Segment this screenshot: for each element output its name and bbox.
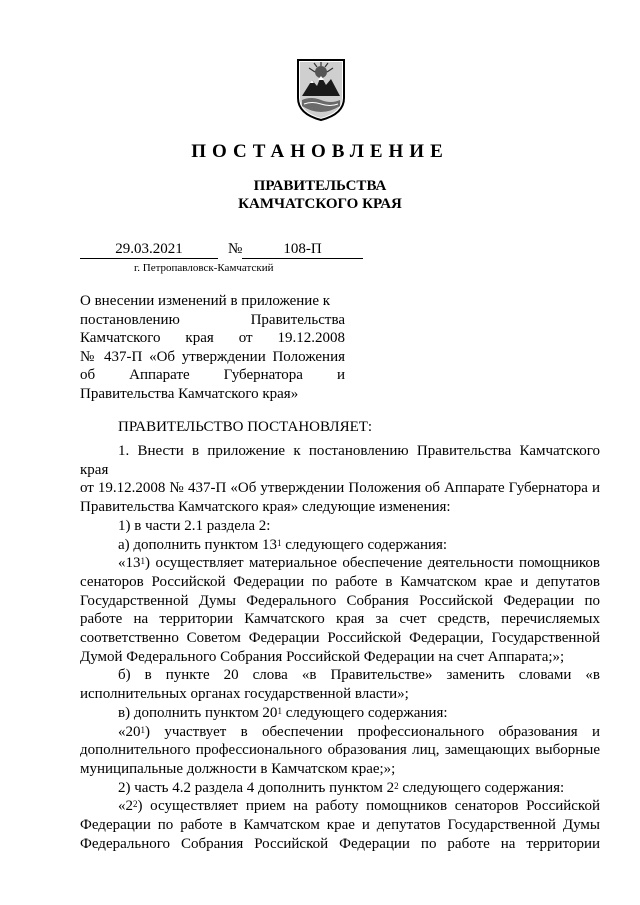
issue-place: г. Петропавловск-Камчатский xyxy=(134,262,274,274)
issuer-line-1: ПРАВИТЕЛЬСТВА xyxy=(253,178,387,194)
subject-line: постановлению Правительства xyxy=(80,311,345,328)
document-date: 29.03.2021 xyxy=(80,241,218,259)
body-line: работе на территории Камчатского края за счет средств, перечисляемых xyxy=(80,611,600,628)
body-line: а) дополнить пунктом $13^1$ следующего содержания: xyxy=(118,536,448,553)
body-line: Думой Федерального Собрания Российской Федерации на счет Аппарата;»; xyxy=(80,648,565,665)
body-line: исполнительных органах государственной власти»; xyxy=(80,686,409,703)
body-line: от 19.12.2008 № 437-П «Об утверждении Положения об Аппарате Губернатора и xyxy=(80,480,600,497)
number-sign: № xyxy=(228,241,243,257)
body-line: сенаторов Российской Федерации по работе в Камчатском крае и депутатов xyxy=(80,573,600,590)
body-line: Правительства Камчатского края» следующие изменения: xyxy=(80,499,451,516)
body-line: соответственно Советом Федерации Российской Федерации, Государственной xyxy=(80,630,600,647)
body-line: б) в пункте 20 слова «в Правительстве» заменить словами «в xyxy=(118,667,600,684)
subject-line: об Аппарате Губернатора и xyxy=(80,367,345,384)
document-body xyxy=(80,442,600,853)
body-line: Федерального Собрания Российской Федерации по работе на территории xyxy=(80,835,600,852)
issuer-line-2: КАМЧАТСКОГО КРАЯ xyxy=(238,196,402,212)
document-subject xyxy=(80,292,345,404)
body-line: в) дополнить пунктом $20^1$ следующего содержания: xyxy=(118,704,448,721)
body-line: Федерации по работе в Камчатском крае и депутатов Государственной Думы xyxy=(80,817,600,834)
subject-line: О внесении изменений в приложение к xyxy=(80,293,331,309)
document-type-title: ПОСТАНОВЛЕНИЕ xyxy=(191,141,449,162)
subject-line: Камчатского края от 19.12.2008 xyxy=(80,330,345,347)
body-line: «$2^2$) осуществляет прием на работу помощников сенаторов Российской xyxy=(118,798,600,815)
kamchatka-coat-of-arms-icon xyxy=(296,58,346,122)
body-line: дополнительного профессионального образования лиц, замещающих выборные xyxy=(80,742,600,759)
body-line: «$13^1$) осуществляет материальное обеспечение деятельности помощников xyxy=(118,555,600,572)
document-number: 108-П xyxy=(242,241,363,259)
subject-line: Правительства Камчатского края» xyxy=(80,385,299,402)
body-line: 1. Внести в приложение к постановлению Правительства Камчатского края xyxy=(80,443,600,478)
body-line: «$20^1$) участвует в обеспечении профессионального образования и xyxy=(118,723,600,740)
body-line: 1) в части 2.1 раздела 2: xyxy=(118,517,271,534)
body-line: муниципальные должности в Камчатском крае;»; xyxy=(80,760,396,777)
decree-statement: ПРАВИТЕЛЬСТВО ПОСТАНОВЛЯЕТ: xyxy=(118,419,373,435)
subject-line: № 437-П «Об утверждении Положения xyxy=(80,348,345,365)
body-line: Государственной Думы Федерального Собрания Российской Федерации по xyxy=(80,592,600,609)
body-line: 2) часть 4.2 раздела 4 дополнить пунктом $2^2$ следующего содержания: xyxy=(118,779,565,796)
